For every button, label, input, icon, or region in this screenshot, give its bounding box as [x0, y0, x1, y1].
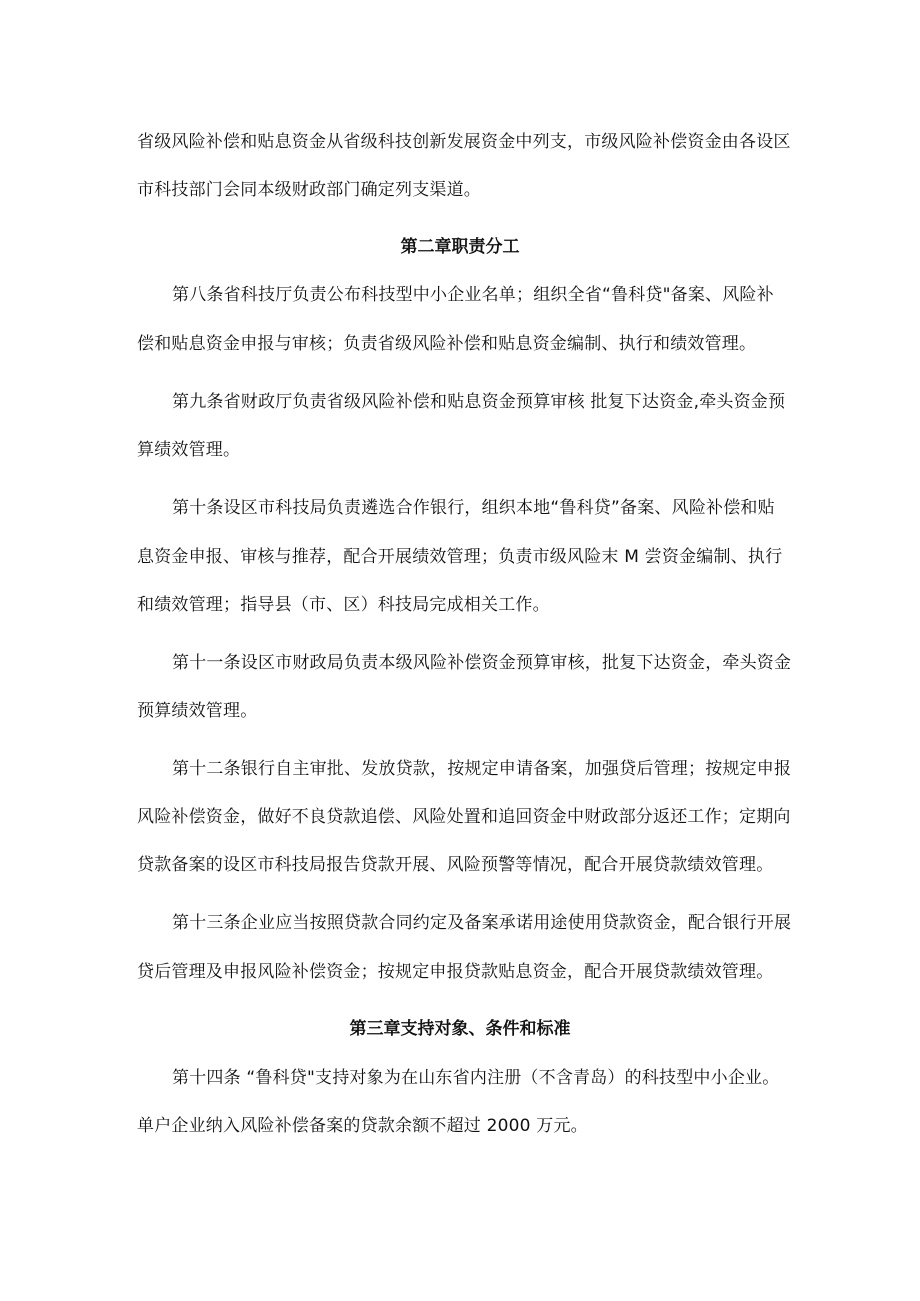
chapter-2-heading: 第二章职责分工 [400, 237, 520, 257]
intro-line-2: 市科技部门会同本级财政部门确定列支渠道。 [137, 180, 481, 200]
article-13-line-2: 贷后管理及申报风险补偿资金；按规定申报贷款贴息资金，配合开展贷款绩效管理。 [137, 962, 774, 982]
article-13-line-1: 第十三条企业应当按照贷款合同约定及备案承诺用途使用贷款资金，配合银行开展 [172, 913, 792, 933]
article-12-line-3: 贷款备案的设区市科技局报告贷款开展、风险预警等情况，配合开展贷款绩效管理。 [137, 855, 774, 875]
article-8-line-2: 偿和贴息资金申报与审核；负责省级风险补偿和贴息资金编制、执行和绩效管理。 [137, 334, 757, 354]
article-12-line-1: 第十二条银行自主审批、发放贷款，按规定申请备案，加强贷后管理；按规定申报 [172, 759, 792, 779]
article-11-line-2: 预算绩效管理。 [137, 701, 258, 721]
article-14-line-1: 第十四条 “鲁科贷"支持对象为在山东省内注册（不含青岛）的科技型中小企业。 [172, 1068, 780, 1088]
article-10-line-1: 第十条设区市科技局负责遴选合作银行，组织本地“鲁科贷”备案、风险补偿和贴 [172, 498, 775, 518]
intro-line-1: 省级风险补偿和贴息资金从省级科技创新发展资金中列支，市级风险补偿资金由各设区 [137, 132, 791, 152]
article-10-line-3: 和绩效管理；指导县（市、区）科技局完成相关工作。 [137, 595, 550, 615]
article-8-line-1: 第八条省科技厅负责公布科技型中小企业名单；组织全省“鲁科贷"备案、风险补 [172, 285, 774, 305]
article-9-line-2: 算绩效管理。 [137, 440, 241, 460]
article-12-line-2: 风险补偿资金，做好不良贷款追偿、风险处置和追回资金中财政部分返还工作；定期向 [137, 807, 791, 827]
article-9-line-1: 第九条省财政厅负责省级风险补偿和贴息资金预算审核 批复下达资金,牵头资金预 [172, 392, 786, 412]
article-14-line-2: 单户企业纳入风险补偿备案的贷款余额不超过 2000 万元。 [137, 1116, 588, 1136]
article-11-line-1: 第十一条设区市财政局负责本级风险补偿资金预算审核，批复下达资金，牵头资金 [172, 653, 792, 673]
chapter-3-heading: 第三章支持对象、条件和标准 [349, 1019, 571, 1039]
article-10-line-2: 息资金申报、审核与推荐，配合开展绩效管理；负责市级风险末 M 尝资金编制、执行 [137, 547, 783, 567]
